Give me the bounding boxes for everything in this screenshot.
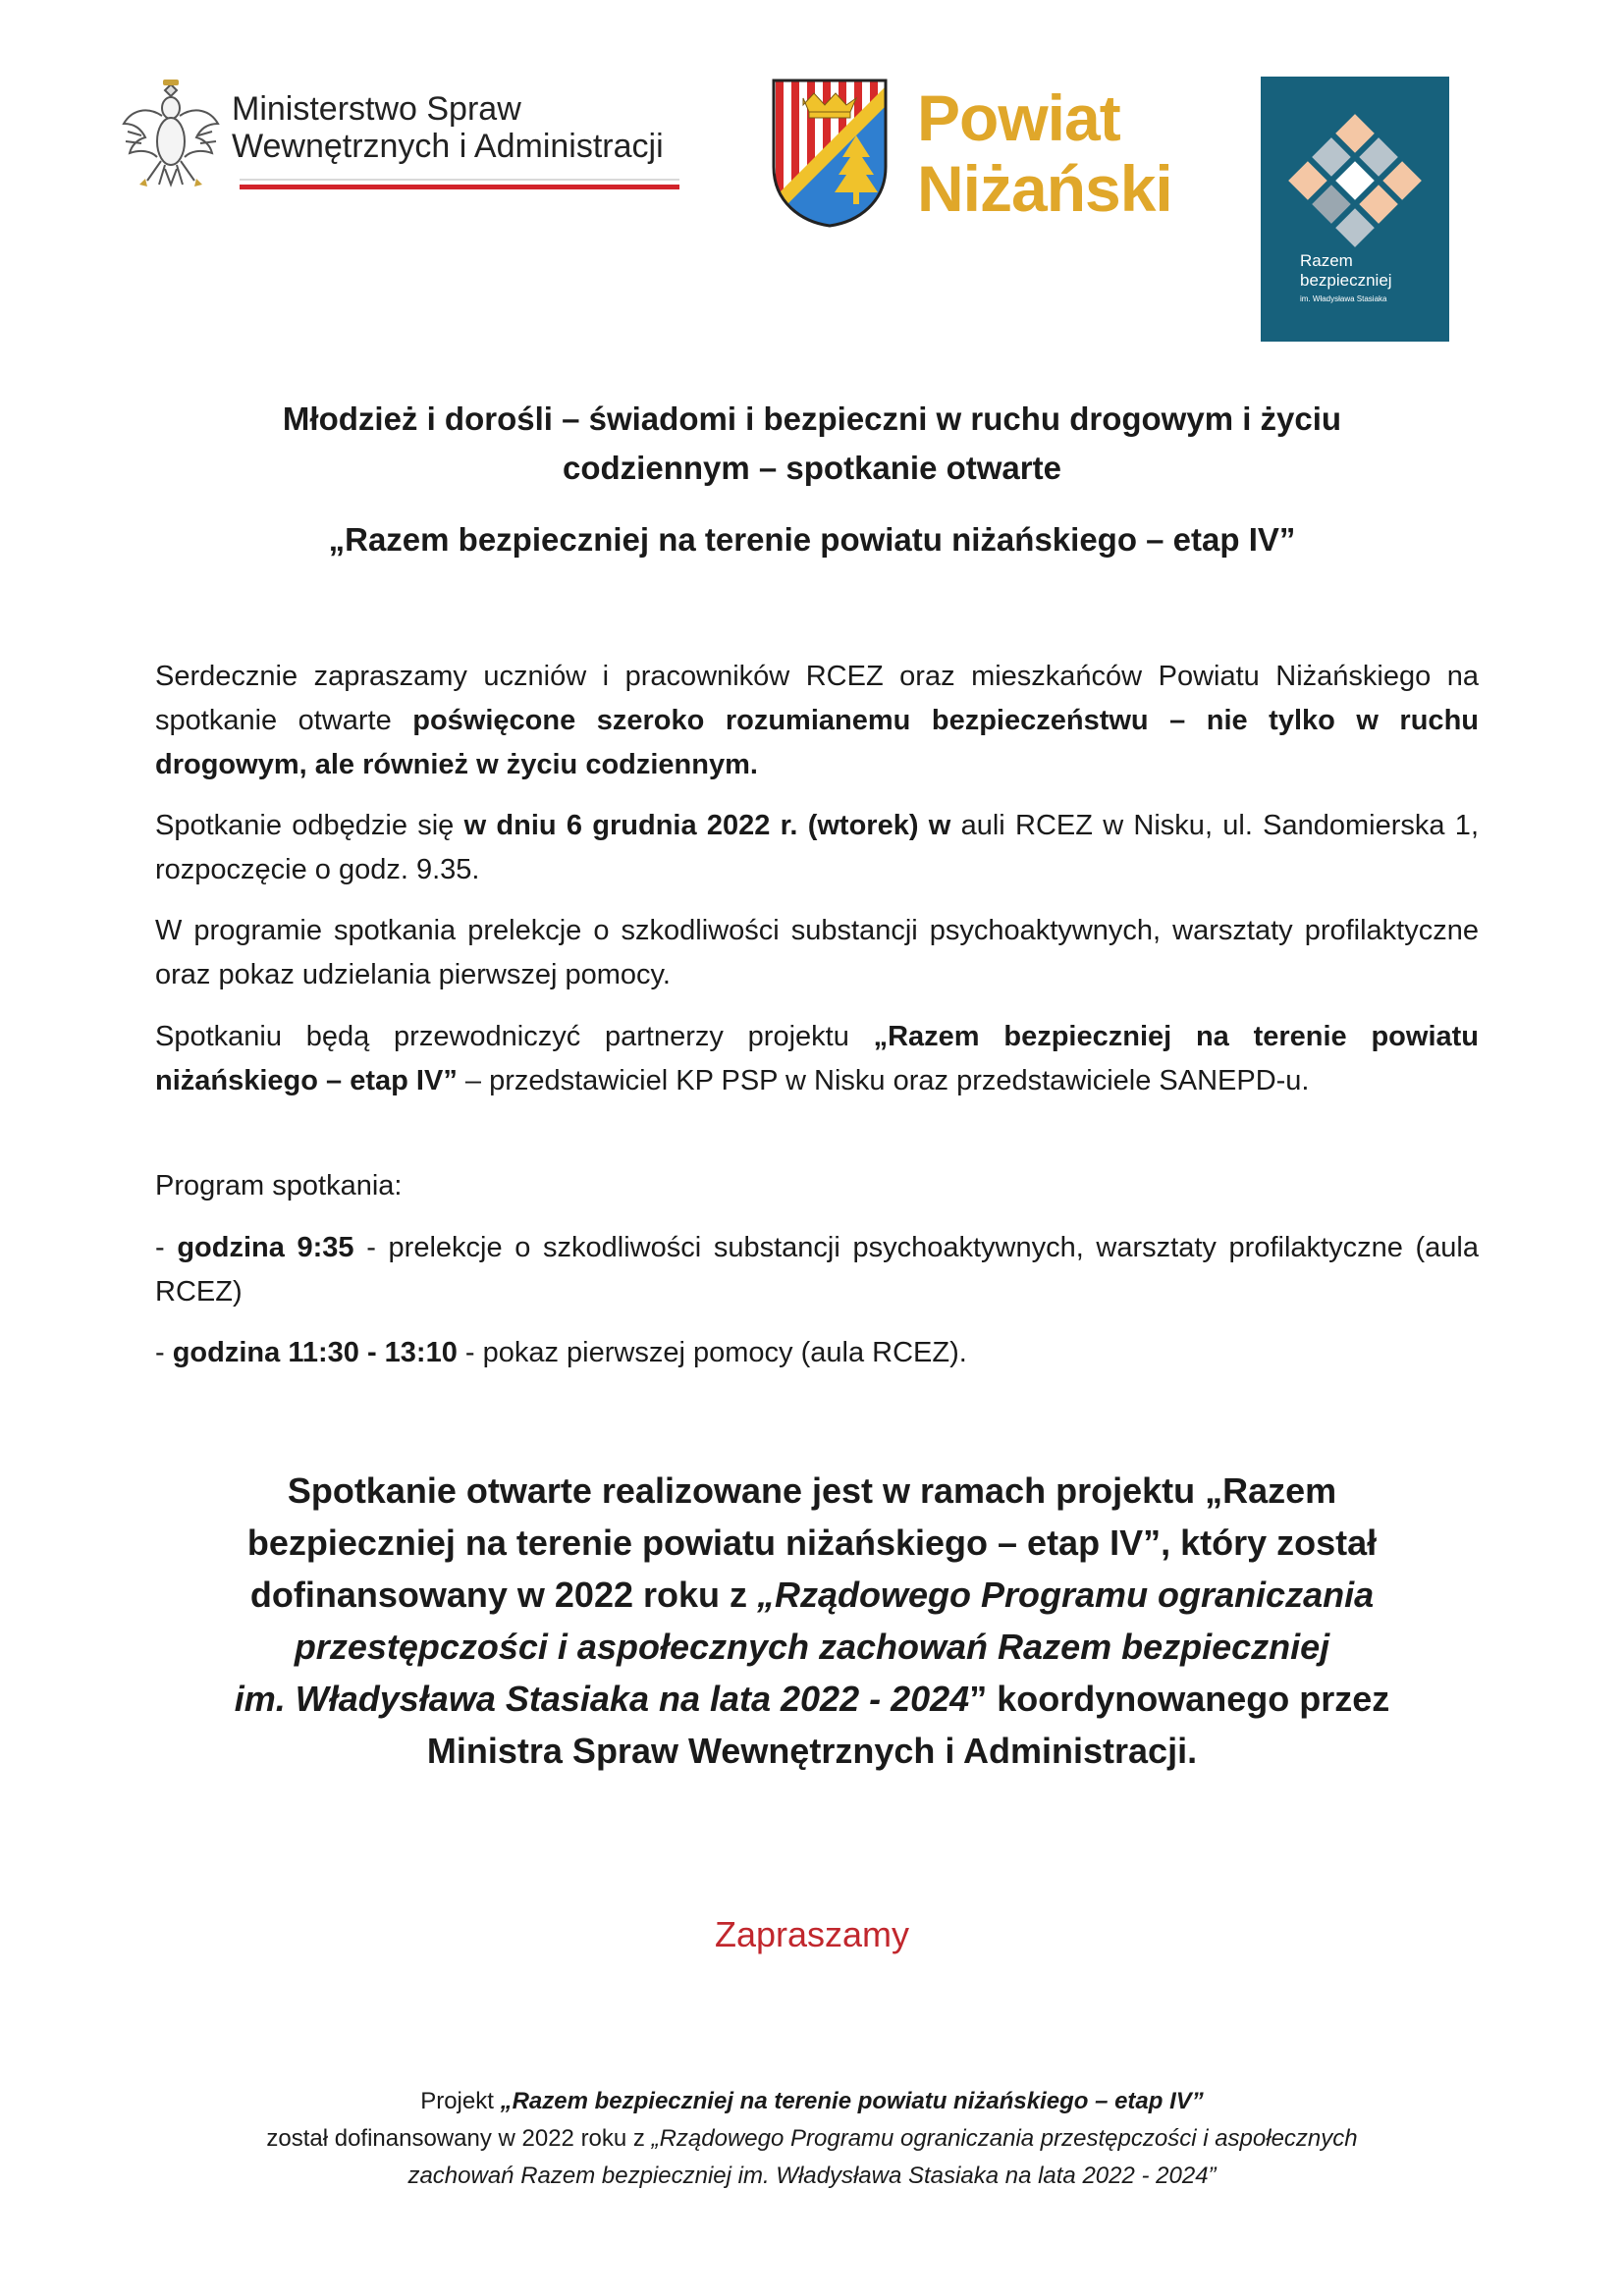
powiat-name-line1: Powiat [917, 81, 1120, 154]
razem-bezpieczniej-mark-icon [1288, 114, 1422, 247]
programme-heading: Program spotkania: [155, 1170, 403, 1201]
invitation-closing: Zapraszamy [714, 1914, 910, 1954]
partners-intro: Spotkaniu będą przewodniczyć partnerzy projektu [155, 1021, 874, 1052]
schedule-bullet: - [155, 1337, 173, 1368]
statement-text: ” koordynowanego przez [969, 1679, 1390, 1719]
invitation-emphasis: poświęcone szeroko rozumianemu bezpieczeństwu – nie tylko w ruchu drogowym, ale również w życiu codziennym. [155, 705, 1479, 780]
schedule-time: godzina 11:30 - 13:10 [172, 1337, 458, 1368]
footer-programme-name: „Rządowego Programu ograniczania przestępczości i aspołecznych [651, 2125, 1358, 2152]
powiat-nizanski-logo [770, 77, 1172, 234]
mswia-name-line2: Wewnętrznych i Administracji [232, 128, 664, 165]
paragraph-programme-heading [155, 1164, 1479, 1208]
paragraph-partners [155, 1015, 1479, 1103]
schedule-time: godzina 9:35 [177, 1232, 354, 1263]
project-title: „Razem bezpieczniej na terenie powiatu niżańskiego – etap IV” [328, 521, 1296, 558]
statement-text: dofinansowany w 2022 roku z [249, 1575, 758, 1615]
event-title [157, 395, 1467, 493]
programme-name: „Rządowego Programu ograniczania [757, 1575, 1375, 1615]
event-date: w dniu 6 grudnia 2022 r. (wtorek) w [463, 810, 951, 841]
schedule-description: - pokaz pierwszej pomocy (aula RCEZ). [457, 1337, 967, 1368]
footer-line [118, 2158, 1506, 2195]
programme-text: W programie spotkania prelekcje o szkodliwości substancji psychoaktywnych, warsztaty profilaktyczne oraz pokaz udzielania pierwszej pomocy. [155, 915, 1479, 990]
statement-line: Ministra Spraw Wewnętrznych i Administracji. [426, 1731, 1198, 1771]
paragraph-programme [155, 909, 1479, 997]
mswia-name-line1: Ministerstwo Spraw [232, 90, 521, 128]
mswia-divider-red [240, 185, 679, 189]
event-location: auli RCEZ w Nisku, ul. Sandomierska 1, rozpoczęcie o godz. 9.35. [155, 810, 1479, 885]
statement-line: bezpieczniej na terenie powiatu niżańskiego – etap IV”, który został [246, 1522, 1378, 1563]
statement-line [157, 1673, 1467, 1725]
razem-bezpieczniej-logo [1261, 77, 1449, 342]
programme-name: przestępczości i aspołecznych zachowań Razem bezpieczniej [294, 1627, 1330, 1667]
schedule-item-2 [155, 1331, 1479, 1375]
coat-of-arms-icon [770, 77, 890, 229]
event-title-line2: codziennym – spotkanie otwarte [563, 450, 1061, 486]
programme-name: im. Władysława Stasiaka na lata 2022 - 2024 [234, 1679, 970, 1719]
footer-line [118, 2083, 1506, 2120]
razem-title-line1: Razem [1300, 251, 1353, 270]
schedule-description: - prelekcje o szkodliwości substancji psychoaktywnych, warsztaty profilaktyczne (aula RCEZ) [155, 1232, 1479, 1308]
partners-project-name: „Razem bezpieczniej na terenie powiatu niżańskiego – etap IV” [155, 1021, 1479, 1096]
razem-subtitle: im. Władysława Stasiaka [1300, 294, 1387, 303]
event-title-line1: Młodzież i dorośli – świadomi i bezpieczni w ruchu drogowym i życiu [282, 400, 1342, 437]
footer-text: został dofinansowany w 2022 roku z [266, 2125, 652, 2152]
razem-title-line2: bezpieczniej [1300, 271, 1392, 290]
powiat-name-line2: Niżański [917, 152, 1172, 225]
footer-text: Projekt [420, 2088, 501, 2114]
date-intro: Spotkanie odbędzie się [155, 810, 464, 841]
partners-list: – przedstawiciel KP PSP w Nisku oraz przedstawiciele SANEPD-u. [457, 1065, 1310, 1096]
razem-title [1300, 251, 1392, 291]
mswia-divider-grey [240, 179, 679, 181]
footer-note [118, 2083, 1506, 2195]
footer-line [118, 2120, 1506, 2158]
schedule-item-1 [155, 1226, 1479, 1314]
statement-line [157, 1569, 1467, 1621]
footer-project-name: „Razem bezpieczniej na terenie powiatu niżańskiego – etap IV” [500, 2088, 1204, 2114]
funding-statement [157, 1465, 1467, 1777]
statement-line: Spotkanie otwarte realizowane jest w ramach projektu „Razem [287, 1470, 1337, 1511]
statement-line [157, 1621, 1467, 1673]
invitation-text: Serdecznie zapraszamy uczniów i pracowników RCEZ oraz mieszkańców Powiatu Niżańskiego na spotkanie otwarte [155, 661, 1479, 736]
schedule-bullet: - [155, 1232, 178, 1263]
powiat-name [917, 82, 1172, 224]
mswia-name [232, 90, 664, 165]
paragraph-invitation [155, 655, 1479, 787]
paragraph-date-location [155, 804, 1479, 892]
polish-eagle-icon [118, 77, 224, 192]
mswia-logo [118, 77, 677, 204]
footer-programme-name: zachowań Razem bezpieczniej im. Władysława Stasiaka na lata 2022 - 2024” [407, 2163, 1217, 2189]
